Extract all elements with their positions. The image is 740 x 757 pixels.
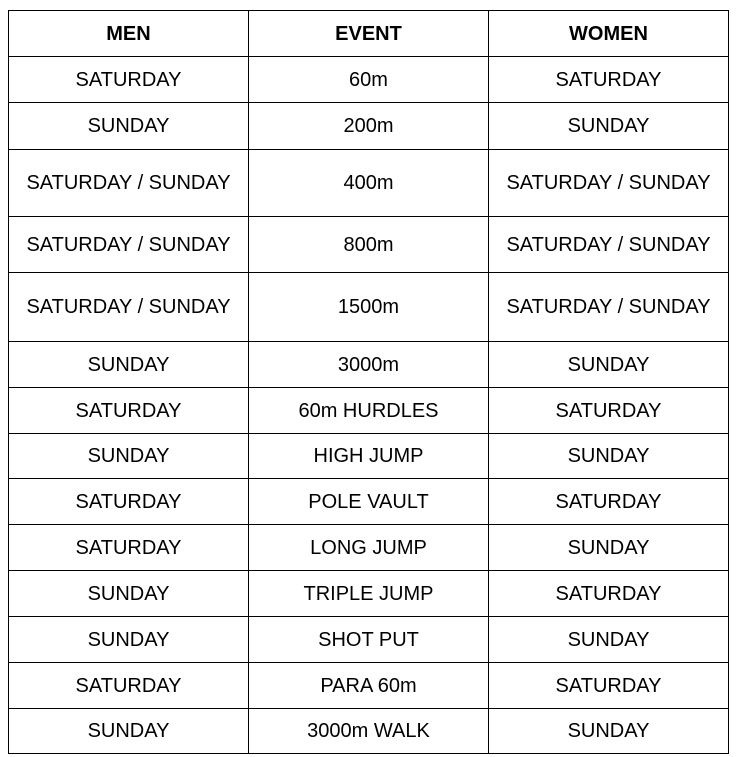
table-row [9,525,729,571]
men-day-cell: SUNDAY [9,709,249,754]
women-day-cell: SUNDAY [489,434,729,479]
men-day-cell: SATURDAY [9,479,249,525]
women-day-cell: SATURDAY [489,57,729,103]
event-cell: 1500m [249,273,489,342]
men-day-cell: SUNDAY [9,342,249,388]
men-day-cell: SATURDAY [9,525,249,571]
men-day-cell: SATURDAY / SUNDAY [9,217,249,273]
women-day-cell: SATURDAY [489,388,729,434]
event-cell: PARA 60m [249,663,489,709]
women-day-cell: SATURDAY [489,571,729,617]
men-day-cell: SATURDAY / SUNDAY [9,150,249,217]
men-day-cell: SUNDAY [9,571,249,617]
table-row [9,388,729,434]
event-cell: 60m [249,57,489,103]
table-row [9,57,729,103]
men-day-cell: SATURDAY [9,388,249,434]
men-day-cell: SATURDAY / SUNDAY [9,273,249,342]
women-day-cell: SATURDAY / SUNDAY [489,273,729,342]
table-row [9,342,729,388]
table-row [9,617,729,663]
men-day-cell: SATURDAY [9,663,249,709]
event-cell: LONG JUMP [249,525,489,571]
header-row [9,11,729,57]
men-day-cell: SUNDAY [9,103,249,150]
women-day-cell: SATURDAY [489,479,729,525]
event-cell: 60m HURDLES [249,388,489,434]
event-cell: TRIPLE JUMP [249,571,489,617]
women-day-cell: SUNDAY [489,617,729,663]
table-row [9,273,729,342]
event-cell: 800m [249,217,489,273]
header-event: EVENT [249,11,489,57]
men-day-cell: SATURDAY [9,57,249,103]
table-row [9,150,729,217]
women-day-cell: SATURDAY / SUNDAY [489,217,729,273]
header-men: MEN [9,11,249,57]
event-cell: HIGH JUMP [249,434,489,479]
table-row [9,663,729,709]
event-cell: 3000m WALK [249,709,489,754]
women-day-cell: SUNDAY [489,103,729,150]
women-day-cell: SUNDAY [489,525,729,571]
event-cell: 200m [249,103,489,150]
table-row [9,571,729,617]
table-row [9,217,729,273]
event-cell: SHOT PUT [249,617,489,663]
event-schedule-table [8,10,729,754]
men-day-cell: SUNDAY [9,434,249,479]
event-cell: 3000m [249,342,489,388]
women-day-cell: SUNDAY [489,709,729,754]
table-row [9,434,729,479]
event-cell: 400m [249,150,489,217]
men-day-cell: SUNDAY [9,617,249,663]
header-women: WOMEN [489,11,729,57]
table-row [9,103,729,150]
table-body [9,57,729,754]
table-row [9,709,729,754]
women-day-cell: SATURDAY / SUNDAY [489,150,729,217]
women-day-cell: SUNDAY [489,342,729,388]
table-row [9,479,729,525]
event-cell: POLE VAULT [249,479,489,525]
table-header [9,11,729,57]
women-day-cell: SATURDAY [489,663,729,709]
